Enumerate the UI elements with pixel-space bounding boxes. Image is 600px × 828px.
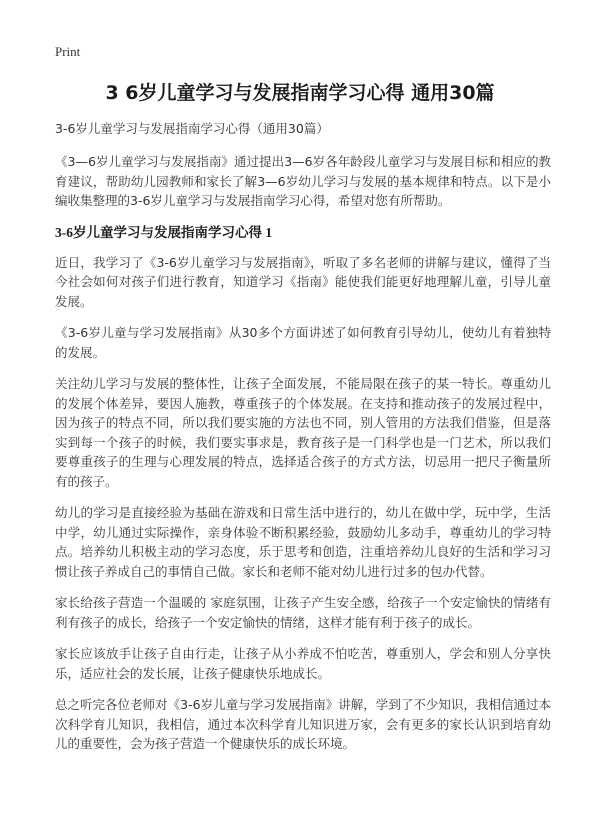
paragraph-1: 近日，我学习了《3-6岁儿童学习与发展指南》，听取了多名老师的讲解与建议，懂得了当今社会如何对孩子们进行教育，知道学习《指南》能使我们能更好地理解儿童，引导儿童发展。 — [55, 254, 551, 309]
article-body — [55, 119, 551, 766]
section-heading: 3-6岁儿童学习与发展指南学习心得 1 — [55, 224, 273, 240]
article-subtitle: 3-6岁儿童学习与发展指南学习心得（通用30篇） — [55, 121, 329, 136]
paragraph-3: 关注幼儿学习与发展的整体性，让孩子全面发展，不能局限在孩子的某一特长。尊重幼儿的发展个体差异，要因人施教，尊重孩子的个体发展。在支持和推动孩子的发展过程中，因为孩子的特点不同，所以我们要实施的方法也不同，别人管用的方法我们借鉴，但是落实到每一个孩子的时候，我们要实事求是，教育孩子是一门科学也是一门艺术，所以我们要尊重孩子的生理与心理发展的特点，选择适合孩子的方式方法，切忌用一把尺子衡量所有的孩子。 — [55, 376, 551, 489]
paragraph-7: 总之听完各位老师对《3-6岁儿童与学习发展指南》讲解，学到了不少知识，我相信通过本次科学育儿知识，我相信，通过本次科学育儿知识进万家，会有更多的家长认识到培育幼儿的重要性，会为孩子营造一个健康快乐的成长环境。 — [55, 697, 551, 751]
paragraph-5: 家长给孩子营造一个温暖的 家庭氛围，让孩子产生安全感，给孩子一个安定愉快的情绪有利有孩子的成长，给孩子一个安定愉快的情绪，这样才能有利于孩子的成长。 — [55, 595, 551, 630]
paragraph-4: 幼儿的学习是直接经验为基础在游戏和日常生活中进行的，幼儿在做中学，玩中学，生活中学，幼儿通过实际操作，亲身体验不断积累经验，鼓励幼儿多动手，尊重幼儿的学习特点。培养幼儿积极主动的学习态度，乐于思考和创造，注重培养幼儿良好的生活和学习习惯让孩子养成自己的事情自己做。家长和老师不能对幼儿进行过多的包办代替。 — [55, 505, 551, 579]
paragraph-6: 家长应该放手让孩子自由行走，让孩子从小养成不怕吃苦，尊重别人，学会和别人分享快乐，适应社会的发长展，让孩子健康快乐地成长。 — [55, 646, 551, 681]
print-label: Print — [55, 44, 81, 59]
intro-paragraph: 《3—6岁儿童学习与发展指南》通过提出3—6岁各年龄段儿童学习与发展目标和相应的教育建议，帮助幼儿园教师和家长了解3—6岁幼儿学习与发展的基本规律和特点。以下是小编收集整理的3-6岁儿童学习与发展指南学习心得，希望对您有所帮助。 — [55, 154, 551, 208]
page-title: 3 6岁儿童学习与发展指南学习心得 通用30篇 — [105, 82, 495, 104]
paragraph-2: 《3-6岁儿童与学习发展指南》从30多个方面讲述了如何教育引导幼儿，使幼儿有着独特的发展。 — [55, 325, 551, 360]
